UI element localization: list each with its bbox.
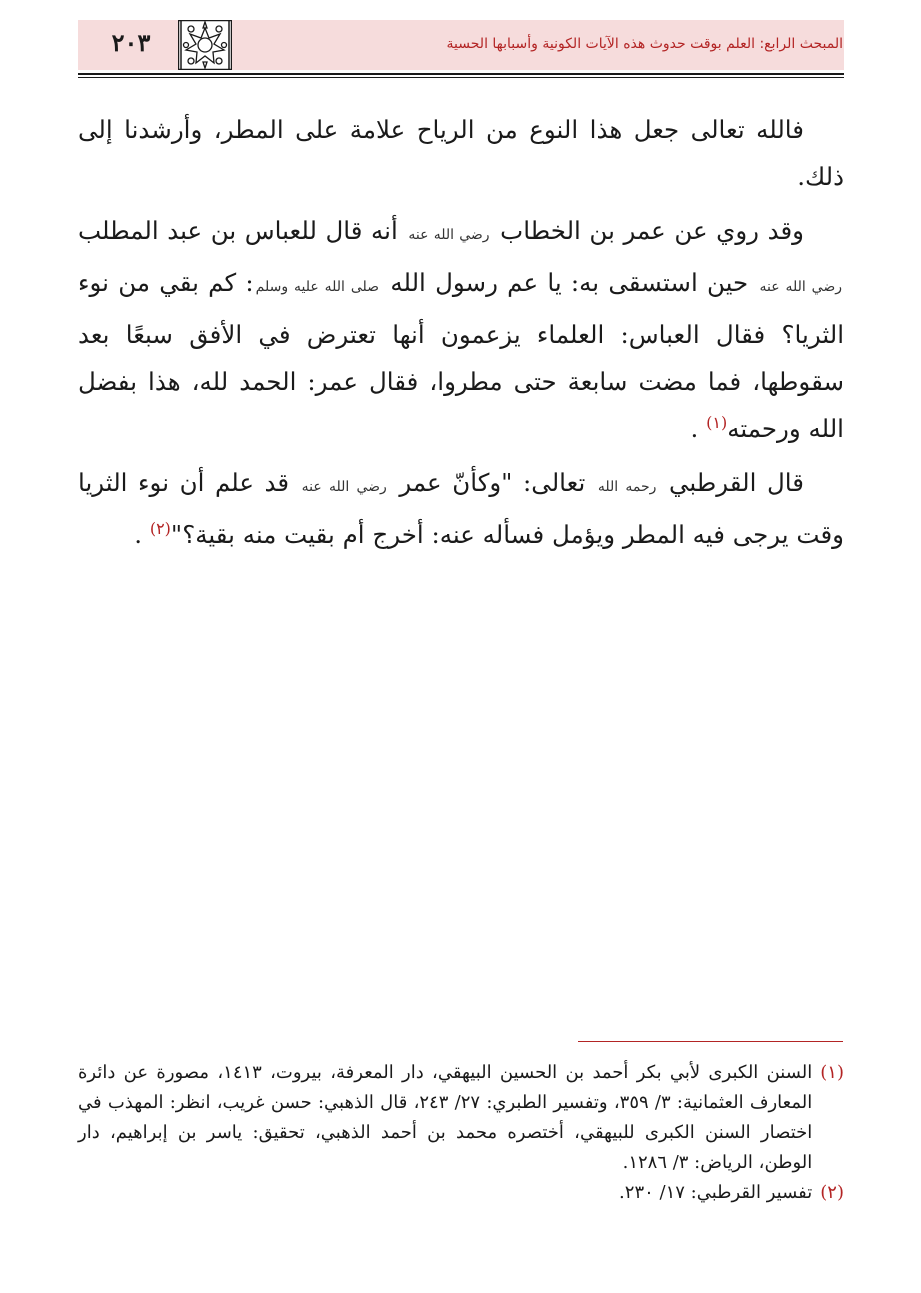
- honorific-mark: رضي الله عنه: [759, 279, 843, 295]
- header-rule: [78, 73, 844, 75]
- honorific-mark: رحمه الله: [597, 479, 657, 495]
- footnote-2: [78, 1178, 844, 1208]
- honorific-mark: صلى الله عليه وسلم: [255, 279, 380, 295]
- footnote-ref-1[interactable]: (١): [706, 412, 728, 432]
- honorific-mark: رضي الله عنه: [408, 227, 490, 243]
- islamic-star-ornament-icon: [178, 20, 232, 70]
- honorific-mark: رضي الله عنه: [301, 479, 387, 495]
- footnote-1: [78, 1058, 844, 1178]
- footnotes: [78, 1058, 844, 1208]
- header-rule-thin: [78, 77, 844, 78]
- paragraph-1: فالله تعالى جعل هذا النوع من الرياح علامة على المطر، وأرشدنا إلى ذلك.: [78, 115, 844, 191]
- paragraph-3: قال القرطبي رحمه الله تعالى: "وكأنّ عمر رضي الله عنه قد علم أن نوء الثريا وقت يرجى فيه المطر ويؤمل فسأله عنه: أخرج أم بقيت منه بقية؟"$^{(٢)}$ .: [78, 468, 844, 549]
- main-text: [78, 106, 844, 565]
- footnote-separator: [578, 1041, 843, 1042]
- footnote-text: تفسير القرطبي: ١٧/ ٢٣٠.: [619, 1182, 813, 1203]
- footnote-number: (٢): [820, 1182, 844, 1203]
- paragraph-2: وقد روي عن عمر بن الخطاب رضي الله عنه أنه قال للعباس بن عبد المطلب رضي الله عنه حين استسقى به: يا عم رسول الله صلى الله عليه وسلم: كم بقي من نوء الثريا؟ فقال العباس: العلماء يزعمون أنها تعترض في الأفق سبعًا بعد سقوطها، فما مضت سابعة حتى مطروا، فقال عمر: الحمد لله، هذا بفضل الله ورحمته$^{(١)}$ .: [78, 216, 844, 443]
- chapter-title: المبحث الرابع: العلم بوقت حدوث هذه الآيات الكونية وأسبابها الحسية: [446, 36, 843, 52]
- footnote-text: السنن الكبرى لأبي بكر أحمد بن الحسين البيهقي، دار المعرفة، بيروت، ١٤١٣، مصورة عن دائرة المعارف العثمانية: ٣/ ٣٥٩، وتفسير الطبري: ٢٧/ ٢٤٣، قال الذهبي: حسن غريب، انظر: المهذب في اختصار السنن الكبرى للبيهقي، أختصره محمد بن أحمد الذهبي، تحقيق: ياسر بن إبراهيم، دار الوطن، الرياض: ٣/ ١٢٨٦.: [78, 1062, 813, 1173]
- page-number: ٢٠٣: [111, 28, 151, 57]
- footnote-number: (١): [820, 1062, 844, 1083]
- footnote-ref-2[interactable]: (٢): [149, 518, 171, 538]
